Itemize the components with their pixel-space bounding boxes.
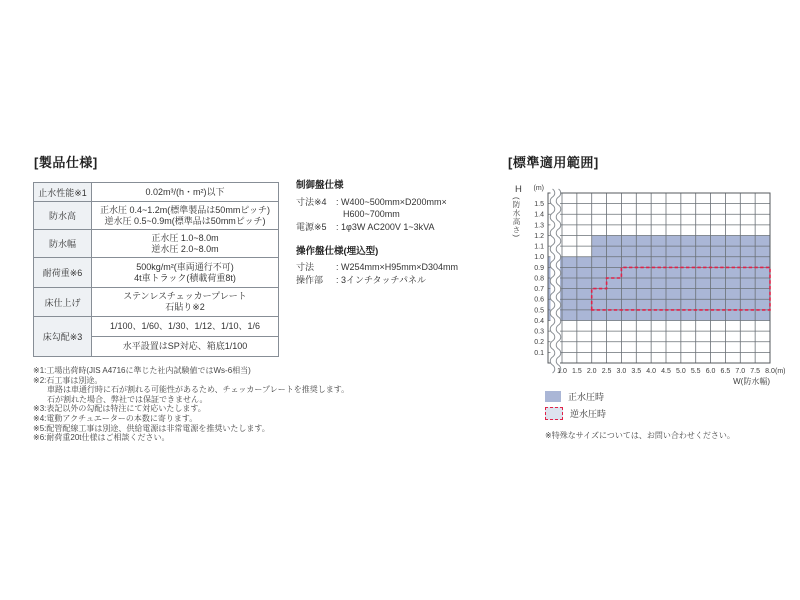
- reverse-pressure-swatch: [545, 407, 563, 420]
- svg-text:1.0: 1.0: [557, 368, 567, 375]
- footnote-line: ※4:電動アクチュエーターの本数に寄ります。: [33, 413, 198, 423]
- row-header-width: 防水幅: [34, 230, 92, 258]
- svg-text:(m): (m): [775, 368, 786, 375]
- footnote-line: 車路は車通行時に石が割れる可能性があるため、チェッカープレートを推奨します。: [47, 385, 350, 395]
- legend-positive-pressure: 正水圧時: [545, 390, 604, 403]
- svg-text:1.4: 1.4: [534, 211, 544, 219]
- svg-text:6.5: 6.5: [720, 368, 731, 375]
- footnote-line: 石が割れた場合、弊社では保証できません。: [47, 394, 208, 404]
- application-range-title: [標準適用範囲]: [508, 155, 599, 170]
- table-row: [34, 230, 279, 258]
- row-value: ステンレスチェッカープレート 石貼り※2: [92, 288, 279, 317]
- table-row: [34, 288, 279, 317]
- spec-row-dimensions: 寸法※4 : W400~500mm×D200mm× H600~700mm: [296, 197, 447, 219]
- special-size-note: ※特殊なサイズについては、お問い合わせください。: [545, 431, 735, 440]
- svg-text:1.2: 1.2: [534, 232, 544, 240]
- row-value: 500kg/m²(車両通行不可) 4t車トラック(積載荷重8t): [92, 258, 279, 288]
- svg-text:6.0: 6.0: [705, 368, 716, 375]
- svg-text:1.1: 1.1: [534, 243, 544, 251]
- svg-text:5.5: 5.5: [690, 368, 701, 375]
- application-range-chart: [508, 179, 800, 389]
- footnote-line: ※5:配管配線工事は別途、供給電源は非常電源を推奨いたします。: [33, 423, 270, 433]
- table-row: [34, 202, 279, 230]
- spec-row-operation: 操作部 : 3インチタッチパネル: [296, 274, 427, 285]
- footnote-line: ※2:石工事は別途。: [33, 375, 103, 385]
- y-axis-caption: (防水高さ): [512, 197, 521, 238]
- footnote-line: ※3:表記以外の勾配は特注にて対応いたします。: [33, 404, 206, 414]
- footnote-line: ※6:耐荷重20t仕様はご相談ください。: [33, 433, 170, 443]
- row-value: 水平設置はSP対応、箱底1/100: [92, 337, 279, 357]
- svg-text:5.0: 5.0: [675, 368, 686, 375]
- svg-text:W(防水幅): W(防水幅): [733, 377, 770, 386]
- svg-text:0.4: 0.4: [534, 317, 544, 325]
- y-axis-name: H: [515, 184, 522, 195]
- row-header-load: 耐荷重※6: [34, 258, 92, 288]
- table-row: [34, 258, 279, 288]
- product-spec-table: [33, 182, 279, 357]
- row-value: 1/100、1/60、1/30、1/12、1/10、1/6: [92, 317, 279, 337]
- svg-text:2.5: 2.5: [601, 368, 612, 375]
- positive-pressure-swatch: [545, 391, 561, 402]
- svg-text:7.5: 7.5: [750, 368, 761, 375]
- svg-text:(m): (m): [533, 185, 544, 192]
- product-spec-title: [製品仕様]: [34, 155, 98, 170]
- control-panel-spec: [296, 177, 496, 234]
- row-header-floor-finish: 床仕上げ: [34, 288, 92, 317]
- row-header-floor-slope: 床勾配※3: [34, 317, 92, 357]
- svg-text:3.0: 3.0: [616, 368, 627, 375]
- svg-text:0.8: 0.8: [534, 275, 544, 283]
- svg-text:8.0: 8.0: [765, 368, 775, 375]
- footnote-line: ※1:工場出荷時(JIS A4716に準じた社内試験値ではWs-6相当): [33, 366, 251, 375]
- svg-text:0.2: 0.2: [534, 339, 544, 347]
- svg-text:0.1: 0.1: [534, 349, 544, 357]
- table-row: [34, 183, 279, 202]
- row-header-height: 防水高: [34, 202, 92, 230]
- footnotes: [33, 366, 349, 443]
- svg-text:1.3: 1.3: [534, 222, 544, 230]
- row-header-watertight: 止水性能※1: [34, 183, 92, 202]
- svg-text:1.5: 1.5: [534, 201, 544, 209]
- operation-panel-spec: [296, 243, 496, 286]
- operation-panel-title: 操作盤仕様(埋込型): [296, 246, 379, 257]
- row-value: 0.02m³/(h・m²)以下: [92, 183, 279, 202]
- svg-text:7.0: 7.0: [735, 368, 746, 375]
- svg-text:1.5: 1.5: [571, 368, 582, 375]
- row-value: 正水圧 0.4~1.2m(標準製品は50mmピッチ) 逆水圧 0.5~0.9m(標準品は50mmピッチ): [92, 202, 279, 230]
- svg-text:1.0: 1.0: [534, 254, 544, 262]
- svg-text:4.5: 4.5: [661, 368, 671, 375]
- table-row: [34, 317, 279, 337]
- spec-row-power: 電源※5 : 1φ3W AC200V 1~3kVA: [296, 222, 435, 232]
- spec-row-dimensions: 寸法 : W254mm×H95mm×D304mm: [296, 262, 459, 272]
- control-panel-title: 制御盤仕様: [296, 180, 344, 191]
- svg-text:0.7: 0.7: [534, 286, 544, 294]
- svg-text:0.5: 0.5: [534, 307, 544, 315]
- svg-text:0.6: 0.6: [534, 296, 544, 304]
- row-value: 正水圧 1.0~8.0m 逆水圧 2.0~8.0m: [92, 230, 279, 258]
- svg-text:3.5: 3.5: [631, 368, 642, 375]
- svg-text:2.0: 2.0: [586, 368, 597, 375]
- svg-text:0.3: 0.3: [534, 328, 544, 336]
- svg-text:0.9: 0.9: [534, 264, 544, 272]
- svg-text:4.0: 4.0: [646, 368, 657, 375]
- legend-reverse-pressure: 逆水圧時: [545, 407, 606, 420]
